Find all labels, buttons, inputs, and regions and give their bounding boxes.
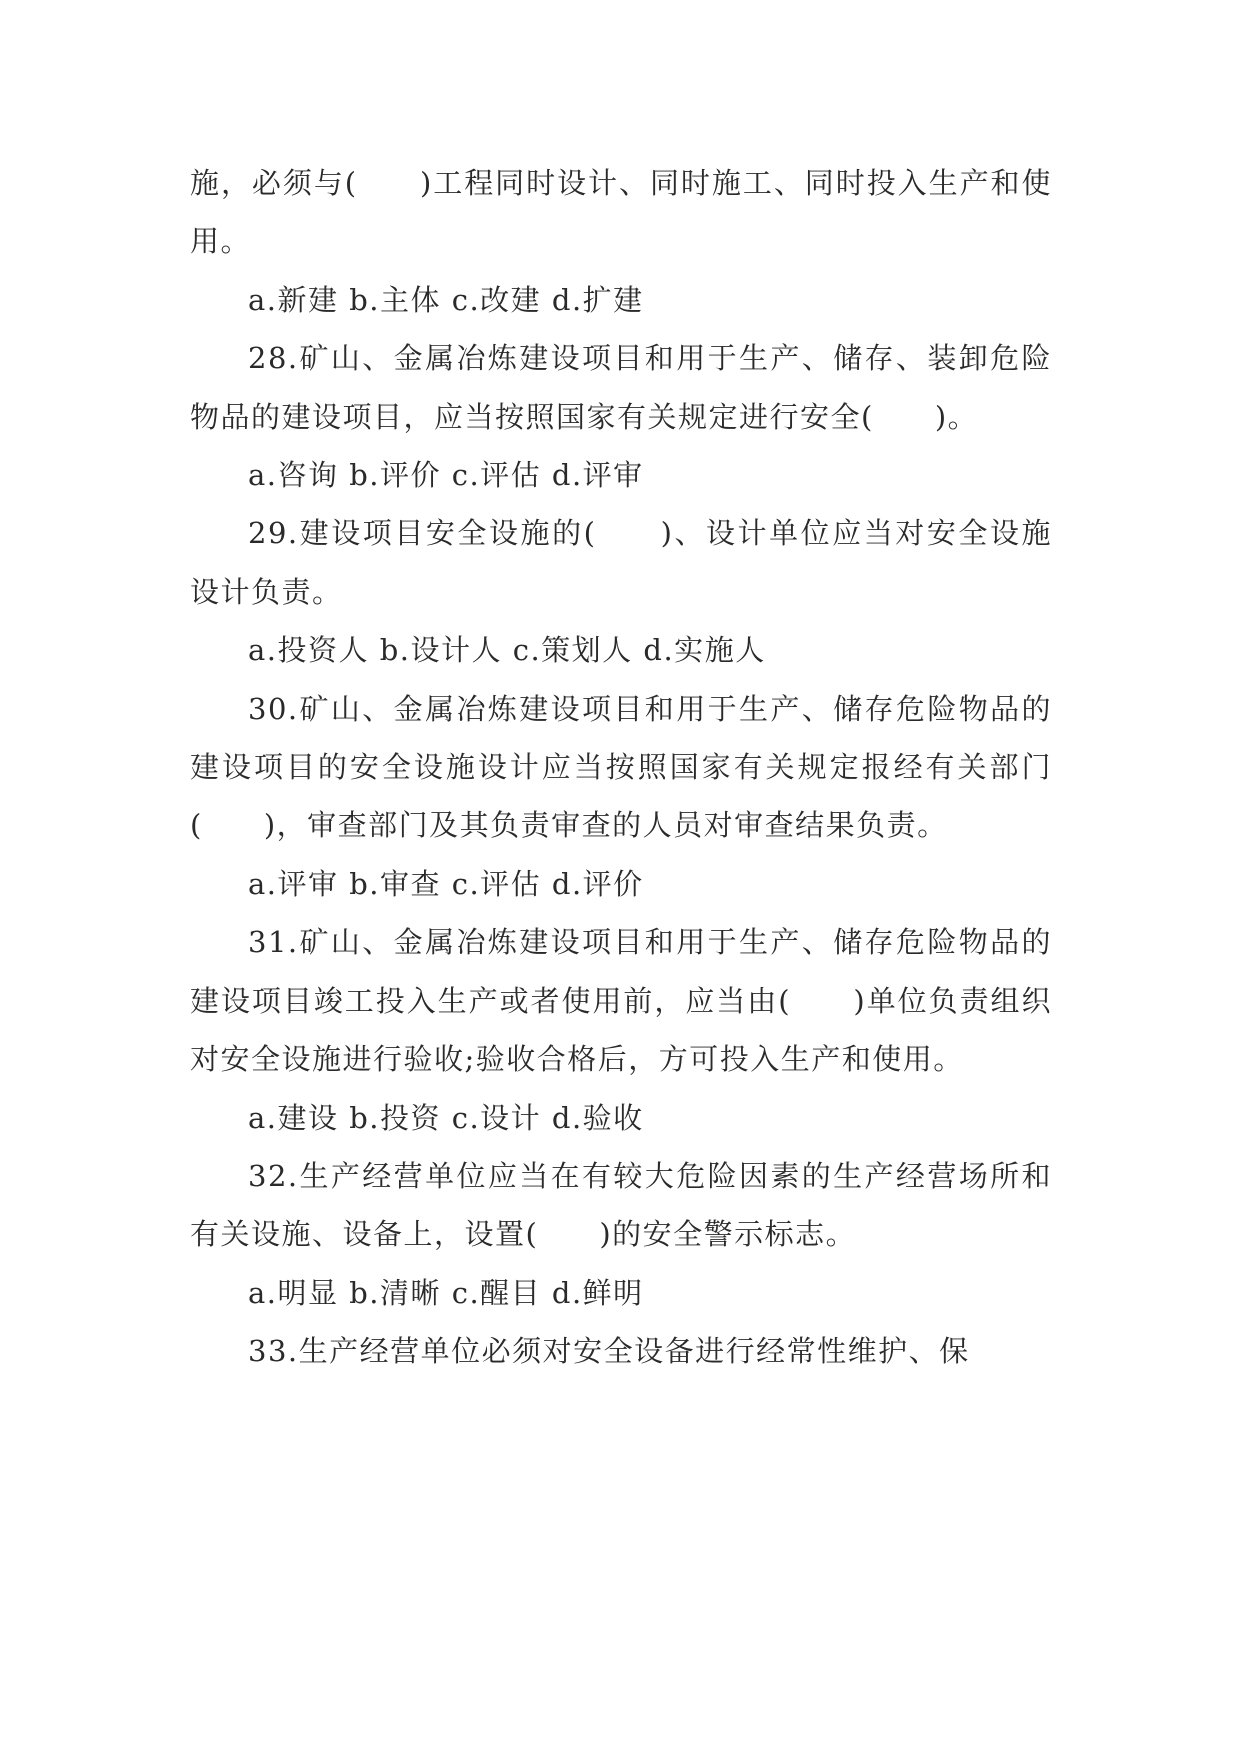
question-28-options: a.咨询 b.评价 c.评估 d.评审 (248, 458, 644, 493)
question-27-continuation: 施，必须与( )工程同时设计、同时施工、同时投入生产和使用。 (190, 166, 1052, 259)
question-29: 29.建设项目安全设施的( )、设计单位应当对安全设施设计负责。 (190, 516, 1052, 609)
question-29-options: a.投资人 b.设计人 c.策划人 d.实施人 (248, 633, 766, 668)
question-32: 32.生产经营单位应当在有较大危险因素的生产经营场所和有关设施、设备上，设置( )的安全警示标志。 (190, 1158, 1052, 1252)
question-31: 31.矿山、金属冶炼建设项目和用于生产、储存危险物品的建设项目竣工投入生产或者使用前，应当由( )单位负责组织对安全设施进行验收;验收合格后，方可投入生产和使用。 (190, 925, 1052, 1077)
question-31-options: a.建设 b.投资 c.设计 d.验收 (248, 1100, 644, 1135)
question-30-options: a.评审 b.审查 c.评估 d.评价 (248, 866, 644, 901)
question-28: 28.矿山、金属冶炼建设项目和用于生产、储存、装卸危险物品的建设项目，应当按照国家有关规定进行安全( )。 (190, 341, 1052, 434)
question-30: 30.矿山、金属冶炼建设项目和用于生产、储存危险物品的建设项目的安全设施设计应当按照国家有关规定报经有关部门( )，审查部门及其负责审查的人员对审查结果负责。 (190, 691, 1052, 843)
question-27-options: a.新建 b.主体 c.改建 d.扩建 (248, 282, 644, 317)
document-body (190, 154, 1052, 1381)
question-32-options: a.明显 b.清晰 c.醒目 d.鲜明 (248, 1275, 644, 1310)
question-33: 33.生产经营单位必须对安全设备进行经常性维护、保 (248, 1334, 970, 1369)
